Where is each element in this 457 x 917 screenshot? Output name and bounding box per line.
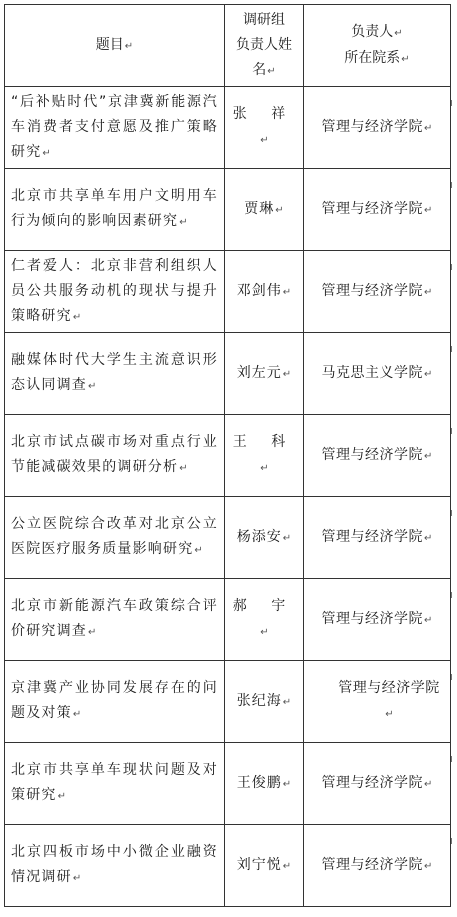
- leader-cell: 贾琳↵: [225, 169, 304, 251]
- leader-cell: 杨添安↵: [225, 497, 304, 579]
- table-row: [5, 661, 451, 743]
- leader-cell: 邓剑伟↵: [225, 251, 304, 333]
- topic-cell: 北京市新能源汽车政策综合评价研究调查↵: [5, 579, 225, 661]
- topic-cell: 仁者爱人：北京非营利组织人员公共服务动机的现状与提升策略研究↵: [5, 251, 225, 333]
- leader-cell: 王 科↵: [225, 415, 304, 497]
- topic-cell: 北京市共享单车现状问题及对策研究↵: [5, 743, 225, 825]
- row-end-marker: [451, 674, 456, 680]
- row-end-marker: [451, 428, 456, 434]
- table-row: [5, 251, 451, 333]
- table-row: [5, 825, 451, 907]
- topic-cell: 公立医院综合改革对北京公立医院医疗服务质量影响研究↵: [5, 497, 225, 579]
- leader-cell: 王俊鹏↵: [225, 743, 304, 825]
- document-page: [4, 4, 451, 907]
- department-cell: 管理与经济学院↵: [304, 415, 451, 497]
- table-row: [5, 743, 451, 825]
- department-cell: 管理与经济学院↵: [304, 743, 451, 825]
- row-end-marker: [451, 756, 456, 762]
- leader-cell: 张 祥↵: [225, 87, 304, 169]
- leader-cell: 郝 宇↵: [225, 579, 304, 661]
- row-end-marker: [451, 100, 456, 106]
- leader-cell: 张纪海↵: [225, 661, 304, 743]
- department-cell: 管理与经济学院↵: [304, 87, 451, 169]
- header-topic: 题目↵: [5, 5, 225, 87]
- table-row: [5, 169, 451, 251]
- table-header-row: [5, 5, 451, 87]
- department-cell: 管理与经济学院↵: [304, 579, 451, 661]
- row-end-marker: [451, 182, 456, 188]
- department-cell: 管理与经济学院↵: [304, 497, 451, 579]
- leader-cell: 刘宁悦↵: [225, 825, 304, 907]
- topic-cell: 北京市共享单车用户文明用车行为倾向的影响因素研究↵: [5, 169, 225, 251]
- table-row: [5, 333, 451, 415]
- department-cell: 管理与经济学院↵: [304, 825, 451, 907]
- department-cell: 马克思主义学院↵: [304, 333, 451, 415]
- row-end-marker: [451, 592, 456, 598]
- row-end-marker: [451, 838, 456, 844]
- table-row: [5, 87, 451, 169]
- topic-cell: 京津冀产业协同发展存在的问题及对策↵: [5, 661, 225, 743]
- table-row: [5, 415, 451, 497]
- row-end-marker: [451, 264, 456, 270]
- research-topics-table: [4, 4, 451, 907]
- department-cell: 管理与经济学院↵: [304, 251, 451, 333]
- topic-cell: 北京市试点碳市场对重点行业节能减碳效果的调研分析↵: [5, 415, 225, 497]
- table-row: [5, 579, 451, 661]
- department-cell: 管理与经济学院↵: [304, 169, 451, 251]
- header-department: 负责人↵ 所在院系↵: [304, 5, 451, 87]
- department-cell: 管理与经济学院↵: [304, 661, 451, 743]
- row-end-marker: [451, 510, 456, 516]
- topic-cell: 北京四板市场中小微企业融资情况调研↵: [5, 825, 225, 907]
- row-end-marker: [451, 346, 456, 352]
- leader-cell: 刘左元↵: [225, 333, 304, 415]
- header-leader: 调研组 负责人姓名↵: [225, 5, 304, 87]
- topic-cell: 融媒体时代大学生主流意识形态认同调查↵: [5, 333, 225, 415]
- table-row: [5, 497, 451, 579]
- topic-cell: “后补贴时代”京津冀新能源汽车消费者支付意愿及推广策略研究↵: [5, 87, 225, 169]
